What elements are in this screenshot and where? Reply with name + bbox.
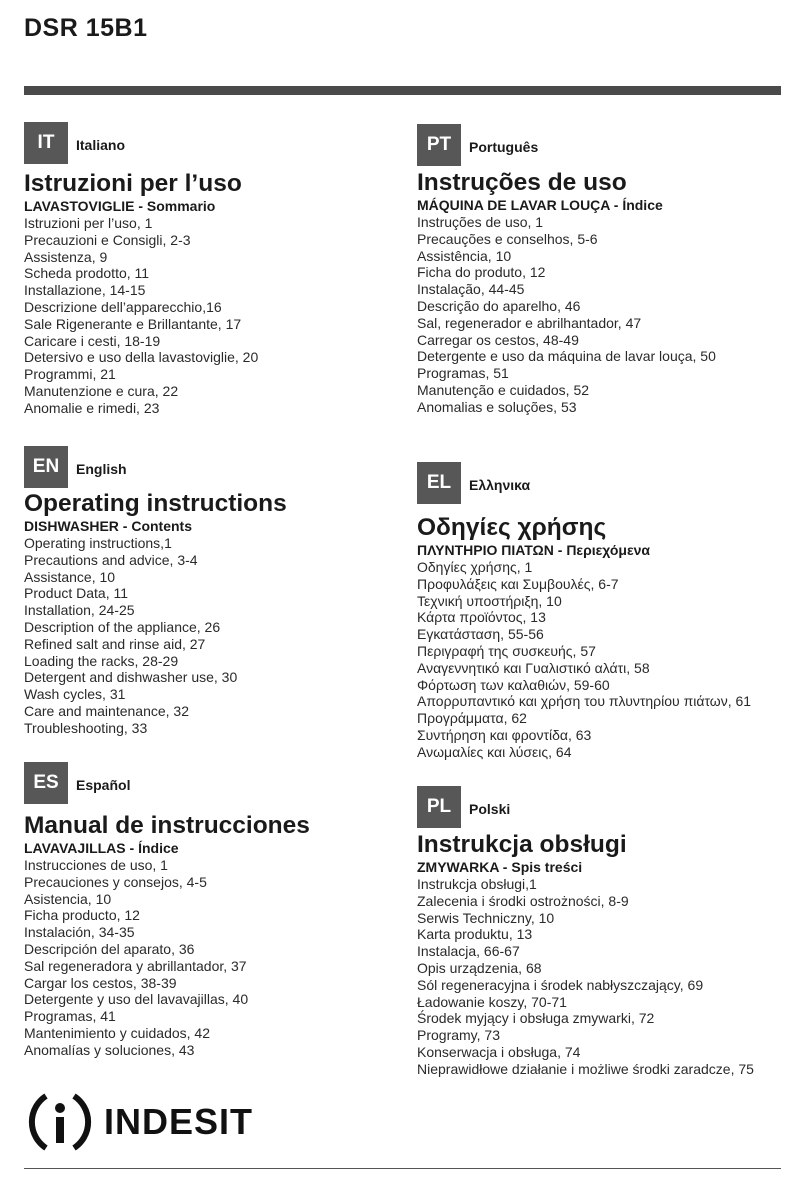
list-item: Εγκατάσταση, 55-56 [417, 626, 544, 643]
list-item: Karta produktu, 13 [417, 926, 533, 943]
list-item: Refined salt and rinse aid, 27 [24, 635, 206, 652]
section-header [417, 786, 754, 828]
model-number: DSR 15B1 [24, 14, 148, 42]
list-item: Manutenção e cuidados, 52 [417, 381, 590, 398]
list-item: Carregar os cestos, 48-49 [417, 331, 579, 348]
brand-logo [24, 1086, 253, 1158]
section-title: Manual de instrucciones [24, 812, 310, 839]
section-ellinika [417, 462, 751, 761]
list-item: Istruzioni per l’uso, 1 [24, 215, 153, 231]
section-polski [417, 786, 754, 1078]
list-item: Ficha do produto, 12 [417, 264, 546, 281]
list-item: Assistance, 10 [24, 568, 116, 585]
list-item: Sal, regenerador e abrilhantador, 47 [417, 314, 642, 331]
section-title: Istruzioni per l’uso [24, 170, 242, 197]
list-item: Precauciones y consejos, 4-5 [24, 873, 207, 890]
contents-list [24, 857, 310, 1059]
list-item: Description of the appliance, 26 [24, 618, 221, 635]
list-item: Konserwacja i obsługa, 74 [417, 1043, 581, 1060]
language-name: Português [469, 139, 539, 155]
language-name: Español [76, 777, 131, 793]
list-item: Instalação, 44-45 [417, 281, 525, 298]
section-subtitle: ZMYWARKA - Spis treści [417, 859, 583, 875]
list-item: Ficha producto, 12 [24, 907, 140, 924]
list-item: Sól regeneracyjna i środek nabłyszczający, 69 [417, 976, 704, 993]
language-name: Ελληνικα [469, 477, 531, 493]
list-item: Operating instructions,1 [24, 535, 172, 551]
language-code-badge: PL [417, 786, 461, 828]
contents-list [24, 535, 287, 737]
contents-list [24, 215, 258, 417]
list-item: Detersivo e uso della lavastoviglie, 20 [24, 349, 259, 366]
section-espanol [24, 762, 310, 1059]
language-code-badge: EN [24, 446, 68, 488]
list-item: Απορρυπαντικό και χρήση του πλυντηρίου πιάτων, 61 [417, 693, 752, 710]
list-item: Instrukcja obsługi,1 [417, 876, 537, 892]
list-item: Programmi, 21 [24, 366, 116, 383]
list-item: Συντήρηση και φροντίδα, 63 [417, 726, 592, 743]
list-item: Opis urządzenia, 68 [417, 959, 542, 976]
list-item: Detergent and dishwasher use, 30 [24, 669, 238, 686]
list-item: Zalecenia i środki ostrożności, 8-9 [417, 892, 629, 909]
list-item: Anomalías y soluciones, 43 [24, 1041, 195, 1058]
list-item: Τεχνική υποστήριξη, 10 [417, 592, 562, 609]
list-item: Precauções e conselhos, 5-6 [417, 230, 598, 247]
language-code-badge: IT [24, 122, 68, 164]
section-title: Instrukcja obsługi [417, 831, 627, 858]
list-item: Ładowanie koszy, 70-71 [417, 993, 567, 1010]
section-subtitle: MÁQUINA DE LAVAR LOUÇA - Índice [417, 197, 663, 213]
language-name: Polski [469, 801, 511, 817]
section-title: Instruções de uso [417, 169, 627, 196]
section-subtitle: DISHWASHER - Contents [24, 518, 192, 534]
list-item: Φόρτωση των καλαθιών, 59-60 [417, 676, 610, 693]
list-item: Προγράμματα, 62 [417, 710, 527, 727]
section-english [24, 446, 287, 737]
list-item: Programas, 41 [24, 1008, 116, 1025]
section-header [24, 762, 310, 804]
section-header [417, 124, 716, 166]
list-item: Precauzioni e Consigli, 2-3 [24, 231, 191, 248]
list-item: Sale Rigenerante e Brillantante, 17 [24, 315, 242, 332]
list-item: Descrição do aparelho, 46 [417, 297, 581, 314]
list-item: Wash cycles, 31 [24, 686, 126, 703]
indesit-logo-icon [24, 1086, 96, 1158]
language-name: English [76, 461, 127, 477]
section-subtitle: ΠΛΥΝΤΗΡΙΟ ΠΙΑΤΩΝ - Περιεχόμενα [417, 542, 650, 558]
section-title: Operating instructions [24, 490, 287, 517]
list-item: Środek myjący i obsługa zmywarki, 72 [417, 1010, 655, 1027]
list-item: Assistenza, 9 [24, 248, 108, 265]
list-item: Asistencia, 10 [24, 890, 112, 907]
list-item: Instruções de uso, 1 [417, 214, 544, 230]
language-name: Italiano [76, 137, 126, 153]
list-item: Instalación, 34-35 [24, 924, 135, 941]
list-item: Troubleshooting, 33 [24, 719, 148, 736]
list-item: Precautions and advice, 3-4 [24, 551, 198, 568]
list-item: Programas, 51 [417, 365, 509, 382]
list-item: Care and maintenance, 32 [24, 702, 189, 719]
language-code-badge: ES [24, 762, 68, 804]
section-header [417, 462, 751, 504]
brand-name: INDESIT [104, 1101, 254, 1142]
list-item: Αναγεννητικό και Γυαλιστικό αλάτι, 58 [417, 659, 650, 676]
list-item: Caricare i cesti, 18-19 [24, 332, 161, 349]
list-item: Detergente y uso del lavavajillas, 40 [24, 991, 249, 1008]
list-item: Περιγραφή της συσκευής, 57 [417, 642, 596, 659]
section-header [24, 122, 258, 164]
contents-list [417, 559, 751, 761]
section-subtitle: LAVAVAJILLAS - Índice [24, 840, 179, 856]
list-item: Ανωμαλίες και λύσεις, 64 [417, 743, 572, 760]
contents-list [417, 876, 754, 1078]
language-code-badge: PT [417, 124, 461, 166]
list-item: Serwis Techniczny, 10 [417, 909, 555, 926]
list-item: Product Data, 11 [24, 585, 129, 602]
contents-list [417, 214, 716, 416]
list-item: Anomalie e rimedi, 23 [24, 399, 160, 416]
list-item: Manutenzione e cura, 22 [24, 382, 179, 399]
list-item: Descripción del aparato, 36 [24, 940, 195, 957]
list-item: Installazione, 14-15 [24, 282, 146, 299]
section-title: Οδηγίες χρήσης [417, 514, 607, 541]
header-divider [24, 86, 781, 95]
list-item: Programy, 73 [417, 1027, 500, 1044]
list-item: Οδηγίες χρήσης, 1 [417, 559, 533, 575]
list-item: Instalacja, 66-67 [417, 943, 520, 960]
list-item: Assistência, 10 [417, 247, 512, 264]
list-item: Loading the racks, 28-29 [24, 652, 179, 669]
section-italiano [24, 122, 258, 417]
footer-divider [24, 1168, 781, 1169]
list-item: Detergente e uso da máquina de lavar louça, 50 [417, 348, 716, 365]
list-item: Anomalias e soluções, 53 [417, 398, 577, 415]
list-item: Προφυλάξεις και Συμβουλές, 6-7 [417, 575, 619, 592]
section-portugues [417, 124, 716, 416]
list-item: Installation, 24-25 [24, 602, 135, 619]
list-item: Descrizione dell’apparecchio,16 [24, 298, 222, 315]
list-item: Mantenimiento y cuidados, 42 [24, 1024, 210, 1041]
list-item: Sal regeneradora y abrillantador, 37 [24, 957, 247, 974]
list-item: Κάρτα προϊόντος, 13 [417, 609, 546, 626]
list-item: Cargar los cestos, 38-39 [24, 974, 177, 991]
list-item: Scheda prodotto, 11 [24, 265, 150, 282]
list-item: Instrucciones de uso, 1 [24, 857, 168, 873]
list-item: Nieprawidłowe działanie i możliwe środki zaradcze, 75 [417, 1060, 754, 1077]
section-header [24, 446, 287, 488]
language-code-badge: EL [417, 462, 461, 504]
section-subtitle: LAVASTOVIGLIE - Sommario [24, 198, 216, 214]
